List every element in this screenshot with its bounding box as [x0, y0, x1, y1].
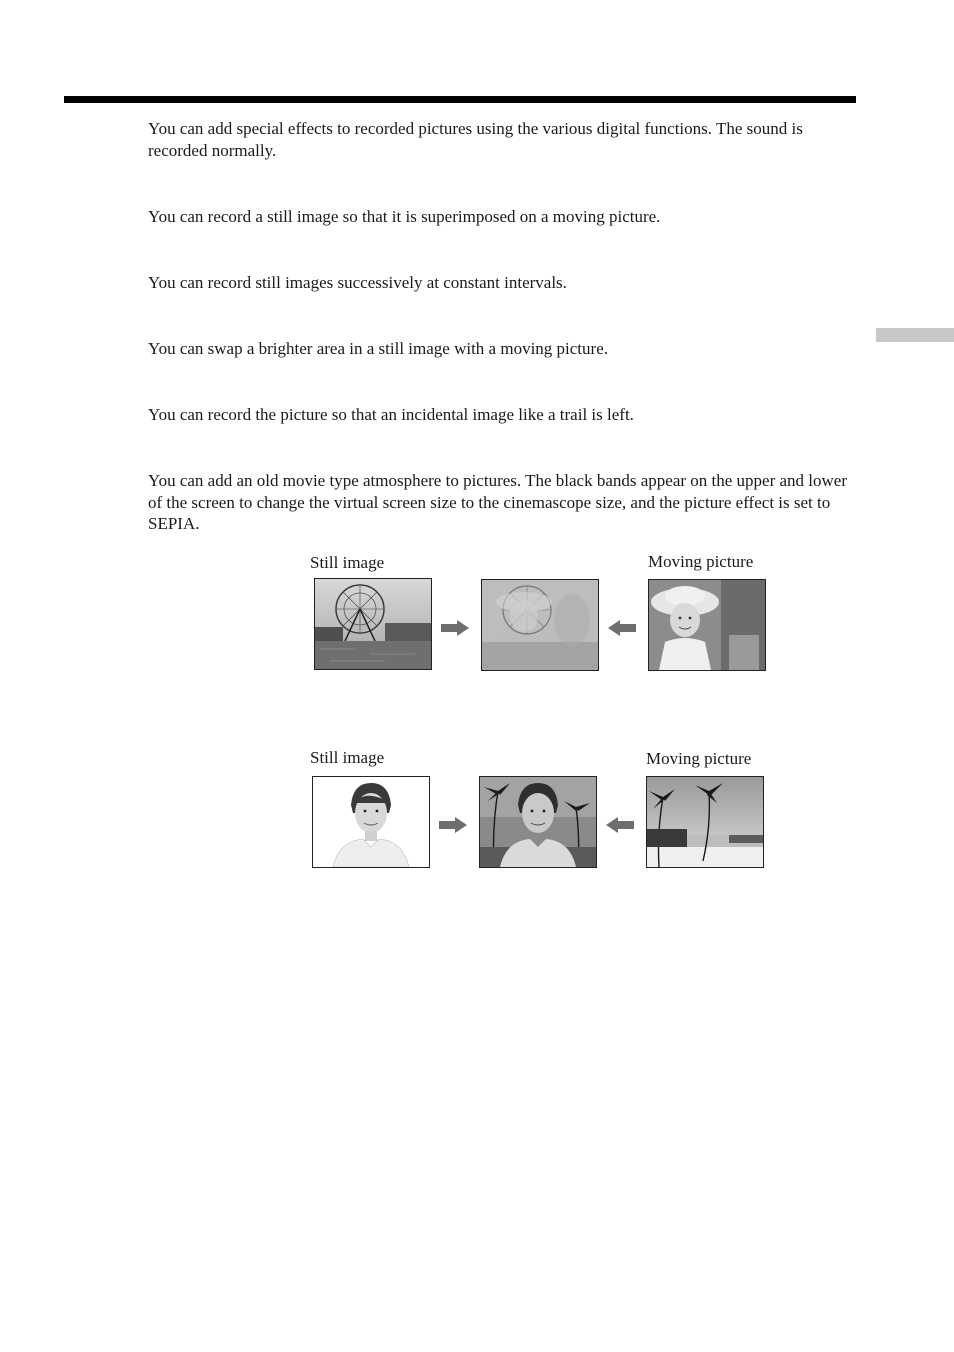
still-image-label: Still image [310, 748, 385, 767]
lumi-result-image [479, 776, 597, 868]
superimposed-result-image [481, 579, 599, 671]
lumi-description: You can swap a brighter area in a still image with a moving picture. [148, 339, 608, 358]
ferris-wheel-still-image [314, 578, 432, 670]
arrow-right-icon [441, 620, 469, 636]
section-header-rule [64, 96, 856, 103]
still-image-label: Still image [310, 553, 385, 572]
old-movie-description: You can add an old movie type atmosphere to pictures. The black bands appear on the upper and lower of the screen to change the virtual screen size to the cinemascope size, and the picture effect is set to SEPIA. [148, 471, 848, 533]
still-description: You can record a still image so that it is superimposed on a moving picture. [148, 207, 661, 226]
beach-moving-picture-image [646, 776, 764, 868]
arrow-right-icon [439, 817, 467, 833]
portrait-still-image [312, 776, 430, 868]
arrow-left-icon [606, 817, 634, 833]
flash-description: You can record still images successively at constant intervals. [148, 273, 567, 292]
arrow-left-icon [608, 620, 636, 636]
girl-moving-picture-image [648, 579, 766, 671]
moving-picture-label: Moving picture [648, 552, 754, 571]
trail-description: You can record the picture so that an incidental image like a trail is left. [148, 405, 634, 424]
intro-paragraph: You can add special effects to recorded pictures using the various digital functions. The sound is recorded normally. [148, 119, 803, 160]
section-side-tab [876, 328, 954, 342]
moving-picture-label: Moving picture [646, 749, 752, 768]
